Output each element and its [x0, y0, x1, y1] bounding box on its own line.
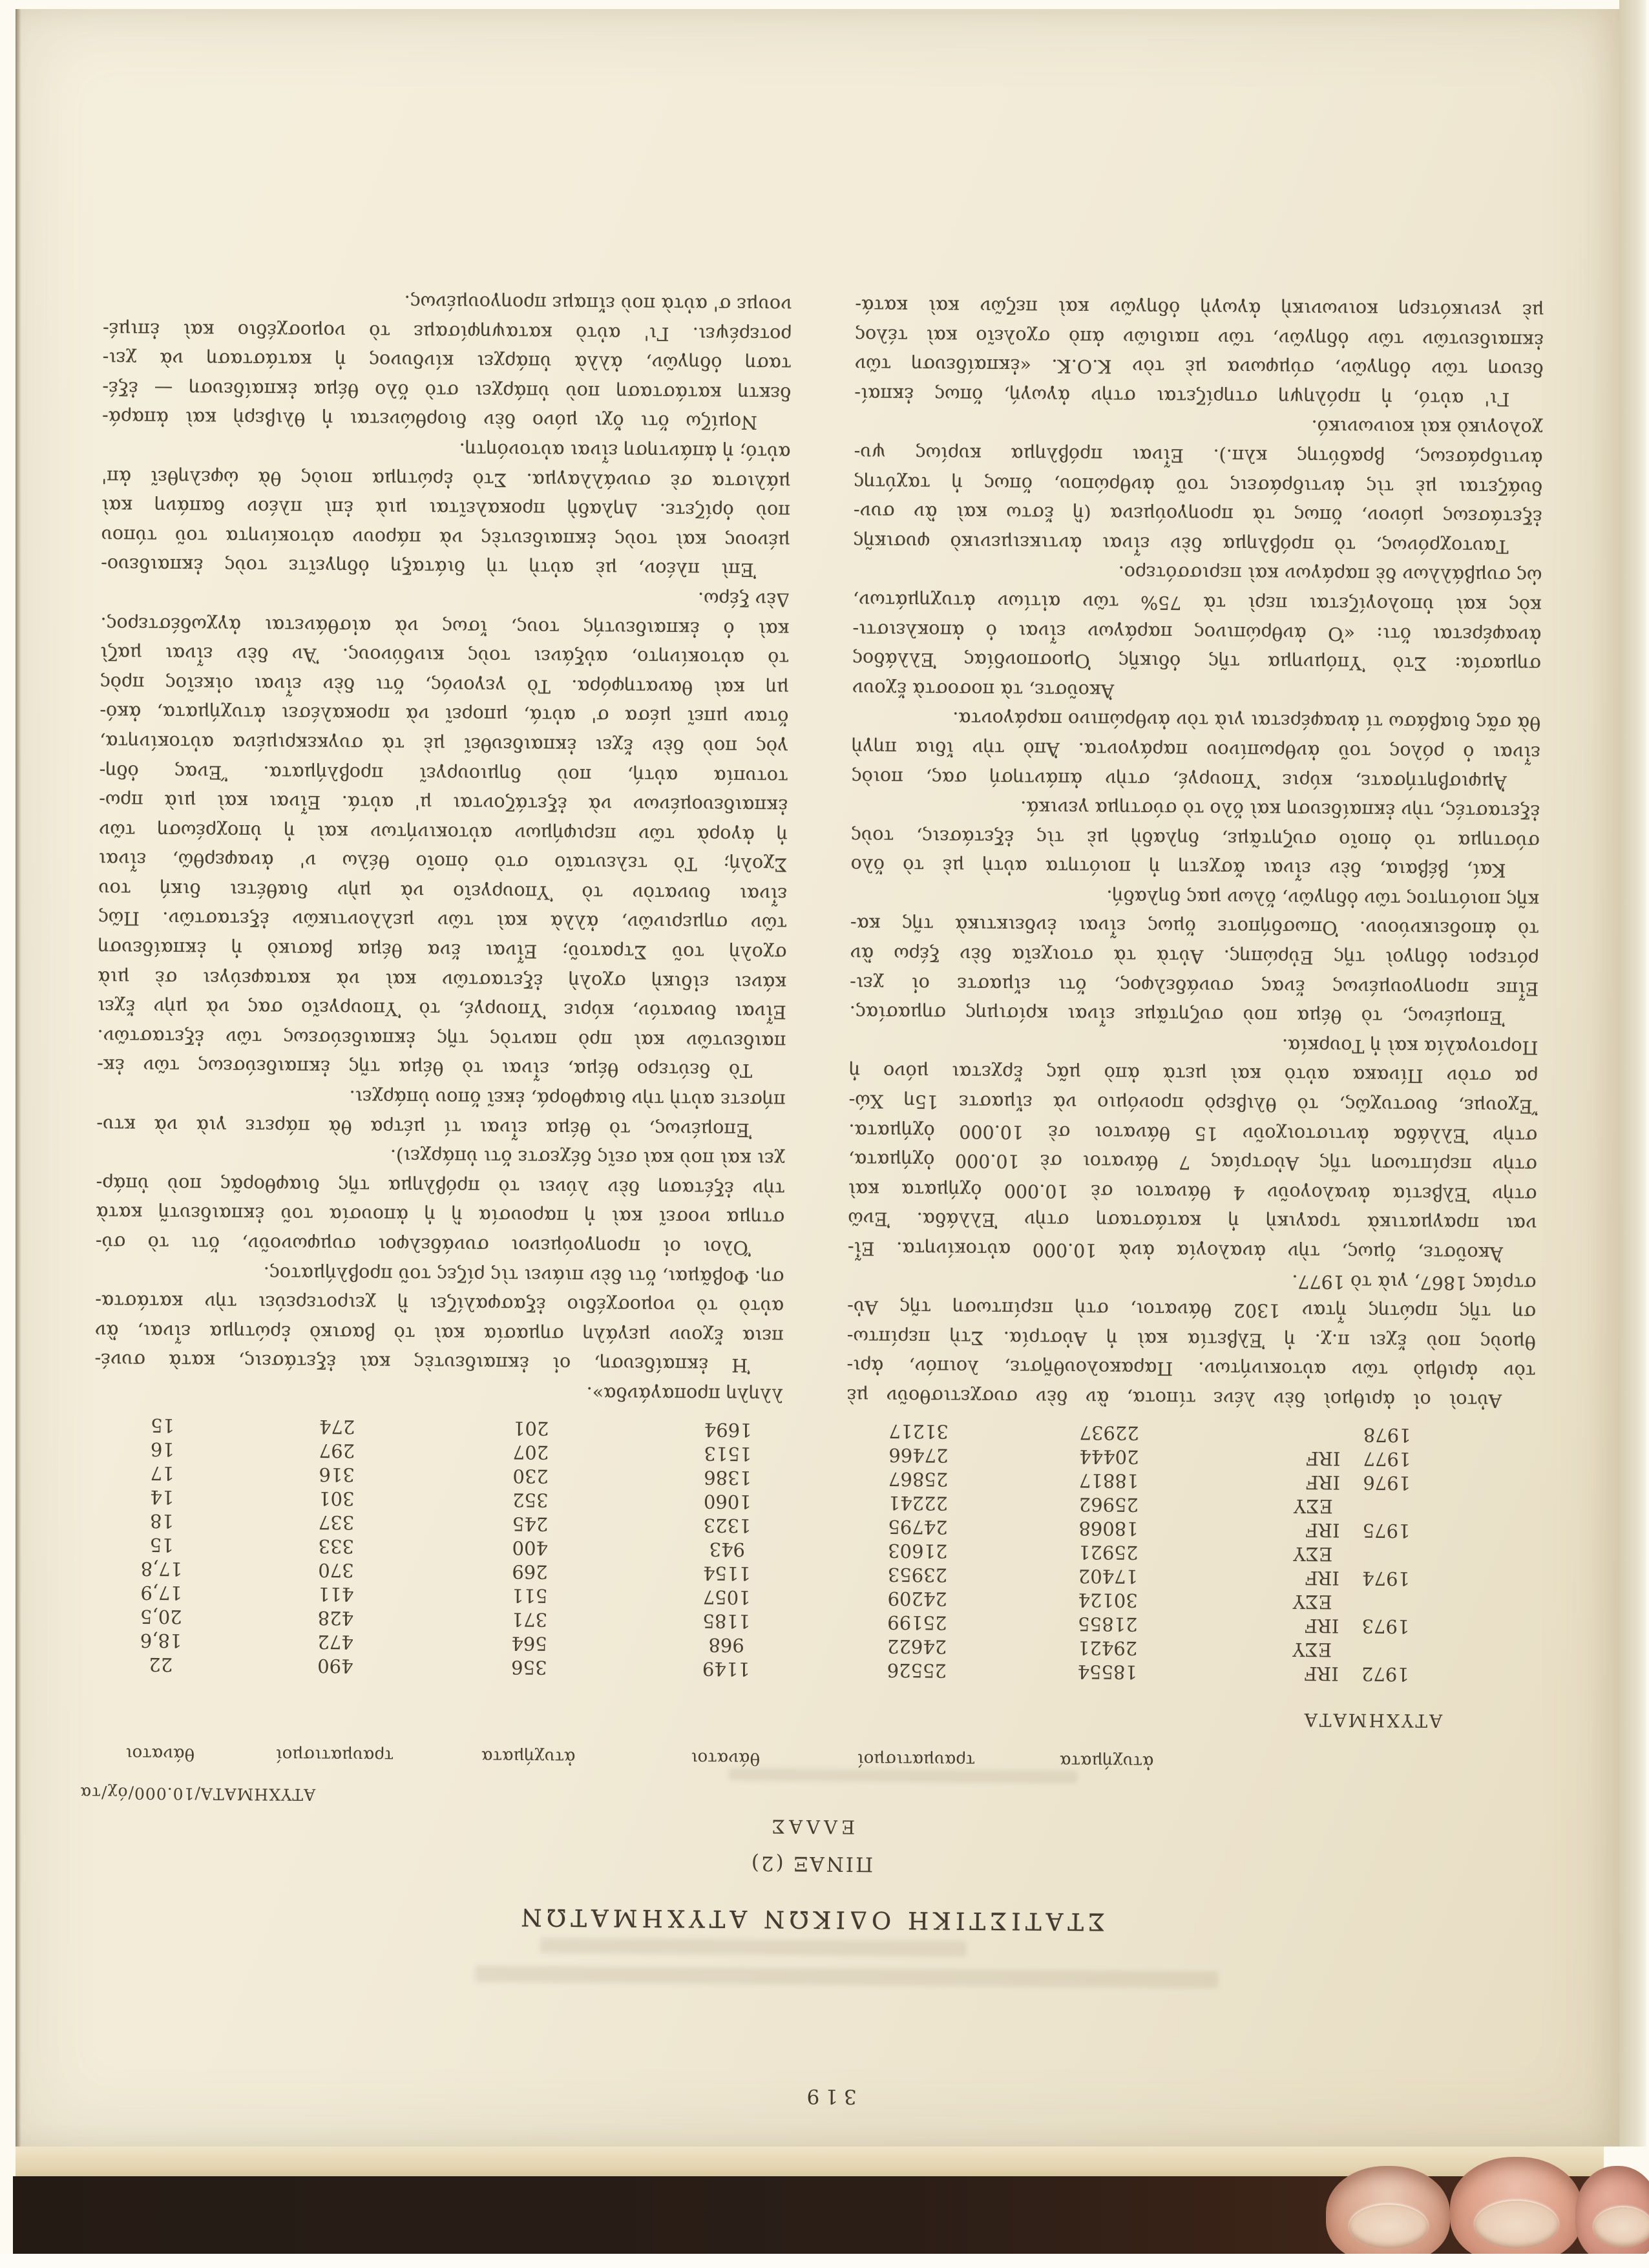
text-line: Ἀμφισβητήσατε, κύριε Ὑπουργέ, στὴν ἀπάντησή σας, ποιὸς [851, 766, 1507, 793]
table-cell-source: ΕΣΥ [1292, 1638, 1332, 1661]
text-line: θὰ σᾶς διαβάσω τί ἀναφέρεται γιὰ τὸν ἀνθρώπινο παράγοντα. [952, 708, 1541, 735]
text-line: ἐξετάσεως μόνον, ὅπως τὰ προηγούμενα (ἢ ἔστω καὶ ἂν συν- [853, 501, 1542, 528]
table-cell-value: 1323 [703, 1514, 751, 1537]
fingernail [1593, 2207, 1649, 2247]
text-line: στημα νοσεῖ καὶ ἡ παρουσία ἢ ἡ ἀπουσία τοῦ ἐκπαιδευτῆ κατὰ [96, 1202, 785, 1230]
text-line: Αὐτοὶ οἱ ἀριθμοὶ δὲν λένε τίποτα, ἂν δὲν συσχετισθοῦν μὲ [846, 1385, 1502, 1412]
table-cell-value: 27466 [888, 1444, 949, 1467]
table-cell-source: 1978 [1363, 1423, 1411, 1447]
text-line: σύστημα τὸ ὁποῖο συζητᾶμε, δηλαδὴ μὲ τὶς ἐξετάσεις, τοὺς [850, 825, 1540, 852]
table-cell-value: 564 [511, 1632, 547, 1655]
table-cell-value: 25962 [1078, 1493, 1139, 1516]
table-region-label: ΕΛΛΑΣ [768, 1815, 856, 1838]
statistics-table [76, 1390, 1443, 1814]
table-cell-value: 411 [317, 1582, 354, 1606]
table-cell-value: 1149 [702, 1657, 750, 1681]
text-line: Ἐπομένως, τὸ θέμα εἶναι τί μέτρα θὰ πάρετε γιὰ νὰ κτυ- [96, 1113, 752, 1140]
table-cell-value: 400 [512, 1537, 549, 1559]
page-right-edge-shadow [1619, 0, 1646, 2147]
table-cell-value: 23953 [887, 1563, 948, 1586]
text-line: Ταυτοχρόνως, τὸ πρόβλημα δὲν εἶναι ἀντικειμενικὸ φυσικῆς [853, 530, 1509, 558]
table-cell-value: 16 [150, 1438, 175, 1461]
text-line: ναι πραγματικὰ τραγικὴ ἡ κατάσταση στὴν Ἑλλάδα. Ἐνῶ [848, 1208, 1537, 1235]
table-group1-header: ΑΤΥΧΗΜΑΤΑ [1302, 1708, 1443, 1732]
table-cell-value: 24795 [888, 1515, 948, 1538]
text-line: ποὺ ὁρίζετε. Δηλαδὴ προκαλεῖται μιὰ ἐπὶ πλέον δαπάνη καὶ [101, 495, 791, 522]
bleedthrough-smudge [475, 1966, 1218, 1988]
table-cell-value: 25526 [887, 1659, 947, 1682]
table-cell-value: 17,8 [140, 1557, 183, 1580]
page-number: 319 [801, 2084, 857, 2108]
table-cell-value: 25867 [888, 1467, 949, 1491]
table-column-headers [76, 1741, 1414, 1775]
text-line: αὐτὸ τὸ νομοσχέδιο ἐξασφαλίζει ἢ χειροτερεύει τὴν κατάστα- [95, 1290, 784, 1318]
table-cell-value: 472 [317, 1630, 353, 1654]
table-cell-value: 18 [149, 1509, 174, 1533]
table-cell-value: 18068 [1078, 1517, 1139, 1540]
table-cell-value: 370 [318, 1559, 354, 1582]
table-column-header: τραυματισμοί [275, 1745, 394, 1765]
table-cell-value: 14 [150, 1486, 174, 1509]
table-group2-header: ΑΤΥΧΗΜΑΤΑ/10.000/όχ/τα [79, 1783, 316, 1804]
table-cell-source: 1977 IRF [1305, 1447, 1411, 1471]
text-line: ροτερέψει. Γι' αὐτὸ καταψηφίσαμε τὸ νομοσχέδιο καὶ ἐπιμέ- [102, 318, 792, 346]
text-line: Πορτογαλία καὶ ἡ Τουρκία. [1281, 1034, 1539, 1058]
table-column-header: ἀτυχήματα [481, 1746, 576, 1767]
table-cell-value: 511 [511, 1584, 548, 1607]
table-cell-value: 337 [318, 1511, 355, 1534]
text-line: ἐξεταστές, τὴν ἐκπαίδευση καὶ ὅλο τὸ σύστημα γενικά. [1020, 797, 1540, 823]
table-cell-value: 1694 [704, 1418, 752, 1442]
table-cell-value: 1386 [704, 1466, 752, 1489]
text-line: στὴν περίπτωση τῆς Αὐστρίας 7 θάνατοι σὲ 10.000 ὀχήματα, [848, 1149, 1538, 1177]
table-column-header: ἀτυχήματα [1059, 1750, 1154, 1772]
text-line: μάλιστα σὲ συνάλλαγμα. Στὸ ἐρώτημα ποιὸς θὰ ὠφεληθεῖ ἀπ' [101, 465, 791, 493]
text-line: δεκτη κατάσταση ποὺ ὑπάρχει στὸ ὅλο θέμα ἐκπαίδευση — ἐξέ- [102, 377, 792, 404]
text-line: μένους καὶ τοὺς ἐκπαιδευτὲς νὰ πάρουν αὐτοκίνητα τοῦ τύπου [101, 525, 790, 552]
text-line: στὴν Ἐλβετία ἀναλογοῦν 4 θάνατοι σὲ 10.000 ὀχήματα καὶ [848, 1179, 1537, 1206]
text-line: Δὲν ξέρω. [697, 588, 790, 611]
text-line: θμοὺς ποὺ ἔχει π.χ. ἡ Ἐλβετία καὶ ἡ Αὐστρία. Στὴ περίπτω- [846, 1326, 1536, 1353]
text-line: δυάζεται μὲ τὶς ἀντιδράσεις τοῦ ἀνθρώπου, ὅπως ἡ ταχύτης [854, 472, 1543, 499]
table-cell-value: 22 [149, 1653, 173, 1676]
table-cell-value: 490 [317, 1654, 353, 1677]
table-cell-value: 18554 [1077, 1661, 1138, 1683]
table-cell-value: 356 [511, 1656, 547, 1679]
table-cell-source: 1975 IRF [1305, 1518, 1411, 1542]
table-rows [77, 1412, 1416, 1686]
table-cell-value: 31217 [888, 1420, 949, 1443]
text-line: γὸς ποὺ δὲν ἔχει ἐκπαιδευθεῖ μὲ τὰ συγκεκριμένα αὐτοκίνητα, [99, 731, 789, 758]
text-line: χει καὶ ποὺ καὶ σεῖς δέχεστε ὅτι ὑπάρχει). [390, 1146, 786, 1170]
text-line: αὐτό; ἡ ἀπάντηση εἶναι αὐτονόητη. [459, 439, 791, 463]
table-cell-value: 274 [319, 1415, 355, 1438]
table-cell-value: 245 [512, 1513, 549, 1535]
table-cell-value: 25921 [1078, 1541, 1139, 1564]
table-cell-value: 201 [512, 1417, 549, 1440]
text-line: Ἀκοῦστε, ὅμως, τὴν ἀναλογία ἀνὰ 10.000 αὐτοκίνητα. Εἶ- [847, 1237, 1504, 1265]
text-line: δευση τῶν ὁδηγῶν, σύμφωνα μὲ τὸν Κ.Ο.Κ. «ἐκπαίδευση τῶν [854, 353, 1544, 381]
text-line: Γι' αὐτό, ἡ πρόληψη στηρίζεται στὴν ἀγωγή, ὅπως ἐκπαί- [854, 383, 1510, 410]
text-line: καὶ ὁ ἐκπαιδευτής τους, ἴσως νὰ αἰσθάνεται ἀγχωδέστερος. [100, 613, 790, 640]
table-cell-value: 352 [512, 1489, 549, 1511]
table-cell-value: 15 [149, 1533, 174, 1557]
text-column-left [846, 291, 1544, 1416]
table-cell-value: 29421 [1077, 1637, 1138, 1659]
text-line: τὴν ἐξέταση δὲν λύνει τὸ πρόβλημα τῆς διαφθορᾶς ποὺ ὑπάρ- [96, 1173, 785, 1200]
table-cell-value: 18817 [1078, 1469, 1139, 1492]
text-line: ἀναφέρεται ὅτι: «Ὁ ἀνθρώπινος παράγων εἶναι ὁ ἀποκλειστι- [852, 618, 1542, 646]
text-line: στὴν Ἑλλάδα ἀντιστοιχοῦν 15 θάνατοι σὲ 10.000 ὀχήματα. [848, 1120, 1538, 1147]
table-cell-value: 371 [511, 1608, 548, 1631]
table-cell-value: 943 [709, 1538, 746, 1561]
text-line: Ἐπομένως, τὸ θέμα ποὺ συζητᾶμε εἶναι κρίσιμης σημασίας. [849, 1002, 1505, 1029]
table-cell-value: 269 [512, 1560, 548, 1583]
text-line: στρίας 1867, γιὰ τὸ 1977. [1292, 1270, 1537, 1294]
table-cell-value: 301 [319, 1487, 355, 1510]
text-line: ἀντιδράσεως, βραδύτης κλπ.). Εἶναι πρόβλημα κυρίως ψυ- [854, 442, 1543, 469]
table-subtitle: ΠΙΝΑΞ (2) [749, 1851, 874, 1876]
table-cell-value: 1513 [704, 1442, 752, 1465]
text-line: εἶναι ὁ ρόλος τοῦ ἀνθρωπίνου παράγοντα. Ἀπὸ τὴν ἴδια πηγὴ [851, 737, 1541, 764]
text-line: ἐκπαιδευτῶν τῶν ὁδηγῶν, τῶν παιδιῶν ἀπὸ σχολεῖο καὶ τέλος [854, 324, 1544, 352]
text-line: κὸς καὶ ὑπολογίζεται περὶ τὰ 75% τῶν αἰτίων ἀτυχημάτων, [852, 589, 1542, 616]
text-line: Εἶναι δυνατόν, κύριε Ὑπουργέ, τὸ Ὑπουργεῖο σας νὰ μὴν ἔχει [97, 996, 786, 1023]
text-line: παιδευτῶν καὶ πρὸ παντὸς τῆς ἐκπαιδεύσεως τῶν ἐξεταστῶν. [97, 1025, 786, 1053]
photo-bottom-margin [0, 2254, 1649, 2268]
page-content-rotated-180 [16, 9, 1619, 2147]
table-cell-value: 316 [319, 1463, 355, 1486]
text-line: ταση ὁδηγῶν, ἀλλὰ ὑπάρχει κίνδυνος ἡ κατάσταση νὰ χει- [102, 348, 792, 375]
text-line: ση τῆς πρώτης ἦταν 1302 θάνατοι, στὴ περίπτωση τῆς Αὐ- [847, 1296, 1537, 1323]
table-column-header: τραυματισμοί [857, 1749, 976, 1770]
table-cell-value: 25199 [887, 1611, 947, 1634]
table-cell-value: 22937 [1079, 1422, 1139, 1444]
text-line: πήσετε αὐτὴ τὴν διαφθορά, ἐκεῖ ὅπου ὑπάρχει. [349, 1086, 786, 1111]
text-line: Ἔχουμε, δυστυχῶς, τὸ θλιβερὸ προνόμιο νὰ εἴμαστε 15η Χώ- [848, 1090, 1538, 1117]
fingernail [1349, 2205, 1428, 2249]
text-line: ση. Φοβᾶμαι, ὅτι δὲν πιάνει τὶς ρίζες τοῦ προβλήματος. [263, 1262, 784, 1288]
text-line: πεια ἔχουν μεγάλη σημασία καὶ τὸ βασικὸ ἐρώτημα εἶναι, ἂν [94, 1320, 784, 1347]
text-line: ρότεροι ὁδηγοὶ τῆς Εὐρώπης. Αὐτὰ τὰ στοιχεῖα δὲν ξέρω ἂν [850, 943, 1539, 970]
text-line: εἶναι δυνατὸν τὸ Ὑπουργεῖο νὰ μὴν διαθέτει δική του [98, 878, 788, 905]
table-cell-source: ΕΣΥ [1292, 1590, 1332, 1613]
scanned-page [16, 9, 1619, 2147]
bleedthrough-smudge [540, 1938, 966, 1957]
table-cell-value: 1154 [702, 1562, 751, 1585]
text-line: Καί, βέβαια, δὲν εἶναι ἄσχετη ἡ ποιότητα αὐτὴ μὲ τὸ ὅλο [850, 854, 1506, 881]
text-line: Εἶπε προηγουμένως ἕνας συνάδελφος, ὅτι εἴμαστε οἱ χει- [850, 972, 1539, 1000]
table-cell-value: 968 [708, 1633, 744, 1657]
table-cell-value: 24622 [887, 1635, 947, 1658]
table-cell-value: 17,9 [140, 1581, 183, 1604]
text-line: ὡς συμβάλλων δὲ παράγων καὶ περισσότερο. [1118, 562, 1542, 587]
table-cell-source: ΕΣΥ [1293, 1542, 1333, 1566]
text-line: χολογικὸ καὶ κοινωνικό. [1311, 416, 1544, 440]
table-cell-value: 1185 [702, 1610, 751, 1633]
table-column-header: θάνατοι [125, 1743, 195, 1764]
table-cell-value: 230 [512, 1465, 549, 1487]
page-left-edge-shadow [16, 9, 21, 2147]
table-cell-value: 428 [317, 1606, 354, 1630]
text-line: μὲ γενικότερη κοινωνικὴ ἀγωγὴ ὁδηγῶν καὶ πεζῶν καὶ κατά- [855, 295, 1544, 322]
table-cell-value: 20,5 [140, 1605, 182, 1628]
table-cell-source: ΕΣΥ [1293, 1495, 1333, 1518]
text-line: ἡ ἀγορὰ τῶν περιφήμων αὐτοκινήτων καὶ ἡ ὑποχρέωση τῶν [98, 819, 788, 846]
table-cell-value: 1057 [702, 1586, 751, 1609]
text-line: μη καὶ θανατηφόρα. Τὸ γεγονός, ὅτι δὲν εἶναι οἰκεῖος πρὸς [100, 672, 789, 699]
table-cell-value: 24209 [887, 1587, 947, 1610]
text-line: τὸν ἀριθμὸ τῶν αὐτοκινήτων. Παρακολουθῆστε, λοιπόν, ἀρι- [846, 1355, 1536, 1383]
table-title: ΣΤΑΤΙΣΤΙΚΗ ΟΔΙΚΩΝ ΑΤΥΧΗΜΑΤΩΝ [516, 1903, 1106, 1936]
table-cell-value: 297 [319, 1439, 355, 1462]
text-line: σημασία: Στὸ Ὑπόμνημα τῆς ὁδικῆς Ὁμοσπονδίας Ἑλλάδος [852, 648, 1542, 675]
text-line: Ἡ ἐκπαίδευση, οἱ ἐκπαιδευτὲς καὶ ἐξετάσεις, κατὰ συνέ- [94, 1349, 750, 1376]
table-cell-value: 17 [150, 1462, 174, 1485]
text-line: κάνει εἰδικὴ σχολὴ ἐξεταστῶν καὶ νὰ καταφεύγει σὲ μιὰ [98, 966, 787, 994]
table-cell-value: 18,6 [140, 1629, 182, 1652]
table-cell-value: 333 [318, 1535, 355, 1558]
table-cell-value: 1060 [703, 1490, 751, 1513]
table-cell-source: 1974 IRF [1305, 1566, 1411, 1590]
text-line: Ἀκοῦστε, τὰ ποσοστὰ ἔχουν [852, 678, 1115, 702]
text-line: ρα στὸν Πίνακα αὐτὸ καὶ μετὰ ἀπὸ μᾶς ἔρχεται μόνο ἡ [848, 1060, 1539, 1088]
text-column-right [94, 285, 792, 1410]
text-line: Τὸ δεύτερο θέμα, εἶναι τὸ θέμα τῆς ἐκπαιδεύσεως τῶν ἐκ- [96, 1055, 753, 1082]
table-cell-value: 20444 [1079, 1445, 1139, 1468]
text-line: Νομίζω ὅτι ὄχι μόνο δὲν διορθώνεται ἡ θλιβερὴ καὶ ἀπαρά- [101, 406, 758, 434]
text-line: σχολὴ τοῦ Στρατοῦ; Εἶναι ἕνα θέμα βασικὸ ἡ ἐκπαίδευση [98, 937, 787, 964]
text-line: τὸ αὐτοκίνητο, αὐξάνει τοὺς κινδύνους. Ἂν δὲν εἶναι μαζὶ [100, 642, 790, 669]
table-cell-value: 21855 [1078, 1613, 1138, 1635]
table-column-header: θάνατοι [691, 1748, 761, 1769]
table-cell-value: 30124 [1078, 1589, 1138, 1612]
text-line: τὸ ἀποδεικνύουν. Ὁπωσδήποτε ὅμως εἶναι ἐνδεικτικὰ τῆς κα- [850, 913, 1539, 941]
table-cell-value: 21603 [887, 1539, 948, 1562]
table-cell-value: 207 [512, 1441, 549, 1464]
text-line: τοτυπία αὐτή, ποὺ δημιουργεῖ προβλήματα. Ἕνας ὁδη- [99, 760, 788, 788]
text-line: ὅταν μπεῖ μέσα σ' αὐτά, μπορεῖ νὰ προκαλέσει ἀτυχήματα, ἀκό- [100, 701, 789, 728]
text-line: Ὅλοι οἱ προηγούμενοι συνάδελφοι συμφωνοῦν, ὅτι τὸ σύ- [95, 1232, 751, 1259]
text-line: κῆς ποιότητος τῶν ὁδηγῶν, ὅλων μας δηλαδή. [1106, 886, 1540, 911]
table-cell-source: 1976 IRF [1305, 1471, 1411, 1495]
fingernail [1475, 2201, 1559, 2249]
table-cell-value: 22241 [888, 1491, 949, 1515]
table-cell-source: 1973 IRF [1304, 1614, 1410, 1638]
text-line: ἐκπαιδευομένων νὰ ἐξετάζονται μ' αὐτά. Εἶναι καὶ μιὰ πρω- [99, 790, 788, 817]
text-line: νουμε σ' αὐτὰ ποὺ εἴπαμε προηγουμένως. [404, 291, 792, 316]
text-line: τῶν σημερινῶν, ἀλλὰ καὶ τῶν μελλοντικῶν ἐξεταστῶν. Πῶς [98, 907, 788, 935]
table-cell-value: 17402 [1078, 1565, 1139, 1588]
text-line: Σχολή; Τὸ τελευταῖο στὸ ὁποῖο θέλω ν' ἀναφερθῶ, εἶναι [98, 848, 788, 876]
text-line: λληλη προπαγάνδα». [586, 1383, 784, 1406]
table-cell-source: 1972 IRF [1304, 1662, 1409, 1686]
table-cell-value: 15 [151, 1414, 175, 1437]
text-line: Ἐπὶ πλέον, μὲ αὐτὴ τὴ διάταξη ὁδηγεῖτε τοὺς ἐκπαιδευο- [101, 554, 757, 581]
